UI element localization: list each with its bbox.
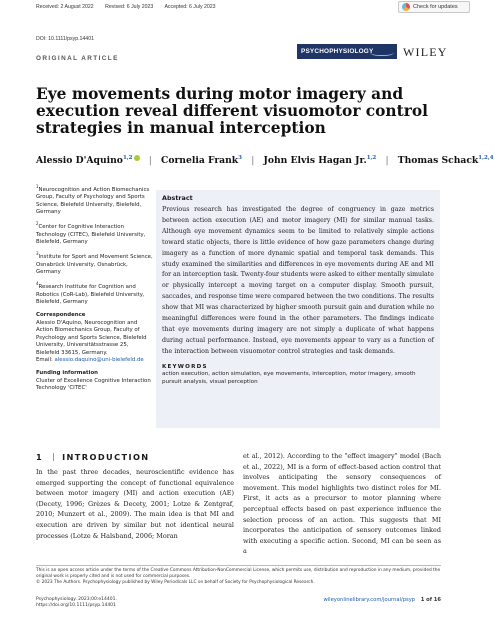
author-affil-sup: 1,2 — [122, 155, 133, 161]
author-separator: | — [385, 155, 389, 167]
intro-text-left: In the past three decades, neuroscientific evidence has emerged supporting the concept of functional equivalence between motor imagery (MI) and action execution (AE) (Decety, 1996; Grèzes & Decety, 2001; Lotze & Zentgraf, 2010; Munzert et al., 2009). The main idea is that MI and execution are driven by similar but not identical neural processes (Lotze & Halsband, 2006; Moran — [36, 468, 234, 540]
page-number: 1 of 16 — [420, 597, 441, 603]
author-separator: | — [251, 155, 255, 167]
author-info-column: $^1$Neurocognition and Action Biomechanics Group, Faculty of Psychology and Sports Science, Bielefeld University, Bielefeld, Germany $^2$Center for Cognitive Interaction Technology (CITEC), Bielefeld University, Bielefeld, Germany $^3$Institute for Sport and Movement Science, Osnabrück University, Osnabrück, Germany $^4$Research Institute for Cognition and Robotics (CoR-Lab), Bielefeld University, Bielefeld, Germany Correspondence Alessio D'Aquino, Neurocognition and Action Biomechanics Group, Faculty of Psychology and Sports Science, Bielefeld University, Universitätsstrasse 25, Bielefeld 33615, Germany. Email: alessio.daquino@uni-bielefeld.de Funding information Cluster of Excellence Cognitive Interaction Technology 'CITEC' — [36, 184, 153, 392]
affiliation: $^3$Institute for Sport and Movement Science, Osnabrück University, Osnabrück, Germany — [36, 251, 153, 276]
journal-citation: Psychophysiology. 2023;00:e14401. — [36, 597, 117, 602]
journal-wave-icon — [370, 47, 394, 56]
funding-heading: Funding information — [36, 370, 98, 377]
doi-url[interactable]: https://doi.org/10.1111/psyp.14401 — [36, 603, 116, 608]
author-affil-sup: 1,2,4 — [478, 155, 494, 161]
article-title: Eye movements during motor imagery and execution reveal different visuomotor control strategies in manual interception — [36, 85, 428, 137]
doi-line[interactable]: DOI: 10.1111/psyp.14401 — [36, 36, 94, 42]
affiliation: $^1$Neurocognition and Action Biomechanics Group, Faculty of Psychology and Sports Science, Bielefeld University, Bielefeld, Germany — [36, 184, 150, 216]
correspondence-email[interactable]: alessio.daquino@uni-bielefeld.de — [54, 356, 144, 363]
author-name[interactable]: Thomas Schack — [397, 155, 479, 167]
received-date: Received: 2 August 2022 — [36, 4, 94, 10]
correspondence-text: Alessio D'Aquino, Neurocognition and Action Biomechanics Group, Faculty of Psychology and Sports Science, Bielefeld University, Universitätsstrasse 25, Bielefeld 33615, Germany. — [36, 319, 147, 356]
author-affil-sup: 3 — [238, 155, 242, 161]
section-title: INTRODUCTION — [62, 452, 150, 462]
crossmark-icon — [402, 3, 410, 11]
author-name[interactable]: Cornelia Frank — [161, 155, 239, 167]
footer-divider — [36, 565, 441, 566]
license-note — [36, 568, 441, 586]
history-dates — [36, 4, 226, 10]
author-separator: | — [148, 155, 152, 167]
affiliation: $^4$Research Institute for Cognition and Robotics (CoR-Lab), Bielefeld University, Bielefeld, Germany — [36, 281, 145, 306]
author-name[interactable]: Alessio D'Aquino — [36, 155, 123, 167]
abstract-body: Previous research has investigated the degree of congruency in gaze metrics between action execution (AE) and motor imagery (MI) for similar manual tasks. Although eye movement dynamics seem to be limited to relatively simple actions toward static objects, there is little evidence of how gaze parameters change during imagery as a function of more dynamic spatial and temporal task demands. This study examined the similarities and differences in eye movements during AE and MI for an interception task. Twenty-four students were asked to either mentally simulate or physically intercept a moving target on a computer display. Smooth pursuit, saccades, and response time were compared between the two conditions. The results show that MI was characterized by higher smooth pursuit gain and duration while no meaningful differences were found in the other parameters. The findings indicate that eye movements during imagery are not simply a duplicate of what happens during actual performance. Instead, eye movements appear to vary as a function of the interaction between visuomotor control strategies and task demands. — [162, 206, 434, 355]
orcid-icon[interactable] — [134, 155, 140, 161]
journal-name: PSYCHOPHYSIOLOGY — [301, 48, 374, 55]
license-text: This is an open access article under the terms of the Creative Commons Attribution-NonCommercial License, which permits use, distribution and reproduction in any medium, provided the original work is properly cited and is not used for commercial purposes. — [36, 568, 441, 579]
publisher-logo: WILEY — [403, 45, 448, 59]
copyright-text: © 2023 The Authors. Psychophysiology published by Wiley Periodicals LLC on behalf of Society for Psychophysiological Research. — [36, 580, 315, 585]
section-heading-introduction — [36, 452, 150, 462]
check-for-updates-button[interactable] — [398, 1, 470, 13]
keywords-heading: KEYWORDS — [162, 363, 208, 370]
abstract-heading: Abstract — [162, 194, 193, 202]
author-list — [36, 155, 494, 167]
journal-logo — [297, 44, 397, 59]
affiliation: $^2$Center for Cognitive Interaction Technology (CITEC), Bielefeld University, Bielefeld, Germany — [36, 221, 146, 246]
abstract-panel — [156, 190, 440, 428]
funding-text: Cluster of Excellence Cognitive Interaction Technology 'CITEC' — [36, 377, 151, 392]
footer-right — [323, 597, 441, 603]
accepted-date: Accepted: 6 July 2023 — [164, 4, 216, 10]
section-number: 1 — [36, 452, 44, 462]
author-name[interactable]: John Elvis Hagan Jr. — [263, 155, 367, 167]
author-affil-sup: 1,2 — [366, 155, 377, 161]
check-updates-label: Check for updates — [413, 4, 458, 10]
revised-date: Revised: 6 July 2023 — [105, 4, 154, 10]
article-type: ORIGINAL ARTICLE — [36, 55, 119, 62]
journal-site-link[interactable]: wileyonlinelibrary.com/journal/psyp — [323, 597, 416, 603]
intro-text-right: et al., 2012). According to the "effect imagery" model (Bach et al., 2022), MI is a form of effect-based action control that involves anticipating the sensory consequences of movement. This model highlights two distinct roles for MI. First, it acts as a precursor to motor planning where perceptual effects based on past experience influence the selection process of an action. This suggests that MI incorporates the anticipation of sensory outcomes linked with executing a specific action. Second, MI can be seen as a — [243, 452, 441, 556]
keywords-list: action execution, action simulation, eye movements, interception, motor imagery, smooth pursuit analysis, visual perception — [162, 370, 416, 385]
heading-divider — [53, 453, 54, 461]
correspondence-heading: Correspondence — [36, 312, 86, 319]
